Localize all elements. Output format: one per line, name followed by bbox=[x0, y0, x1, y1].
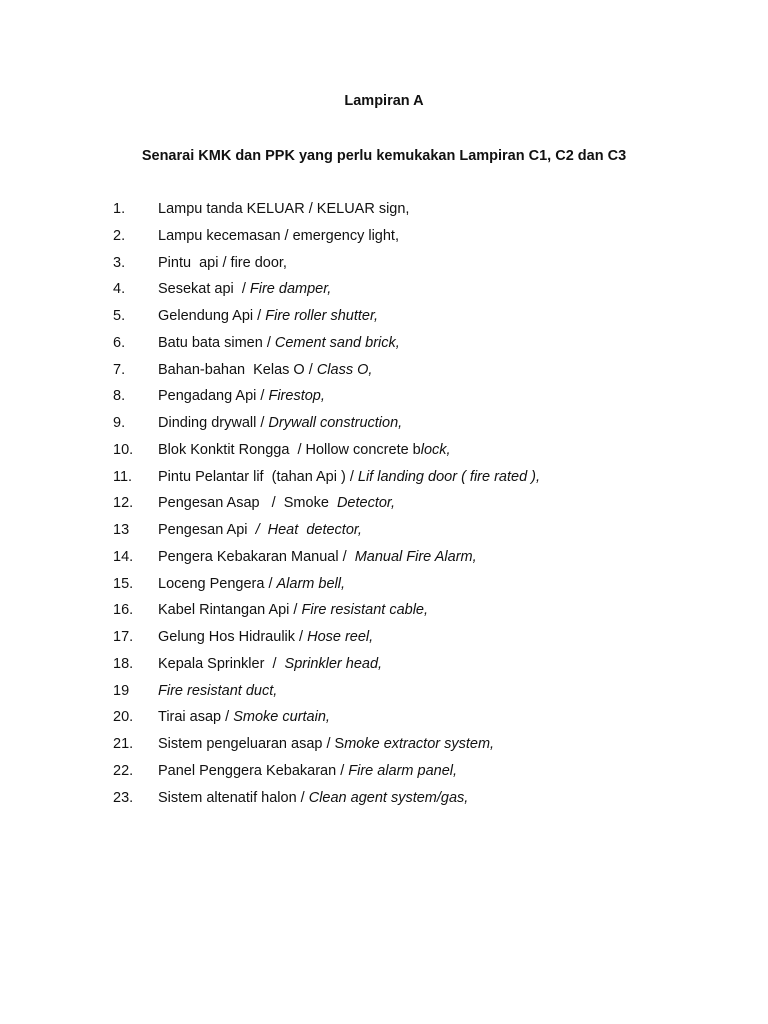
list-item-text bbox=[158, 437, 451, 464]
list-item-text bbox=[158, 597, 428, 624]
list-item bbox=[0, 704, 768, 731]
list-item-number: 14. bbox=[113, 548, 134, 565]
list-item-malay-text: Panel Penggera Kebakaran / bbox=[158, 762, 349, 779]
list-item-malay-text: Sesekat api / bbox=[158, 281, 250, 298]
list-item-text bbox=[158, 357, 372, 384]
list-item-number: 2. bbox=[113, 227, 126, 244]
list-item-malay-text: Batu bata simen / bbox=[158, 334, 275, 351]
list-item bbox=[0, 571, 768, 598]
list-item-text bbox=[158, 490, 395, 517]
list-item-text bbox=[158, 758, 457, 785]
list-item-english-text: moke extractor system, bbox=[344, 736, 495, 752]
list-item-english-text: / Heat detector, bbox=[255, 522, 362, 538]
list-item-english-text: Firestop, bbox=[268, 388, 325, 405]
list-item bbox=[0, 410, 768, 437]
list-item-number: 9. bbox=[113, 415, 126, 431]
list-item-number: 15. bbox=[113, 575, 134, 592]
list-item-malay-text: Loceng Pengera / bbox=[158, 575, 277, 592]
list-item-text bbox=[158, 544, 477, 571]
list-item-text bbox=[158, 410, 402, 437]
list-item-text bbox=[158, 383, 325, 410]
list-item-malay-text: Pengesan Asap / Smoke bbox=[158, 495, 337, 512]
list-item-number: 3. bbox=[113, 254, 126, 271]
list-item-text bbox=[158, 651, 382, 678]
list-item bbox=[0, 731, 768, 758]
list-item-malay-text: Pengadang Api / bbox=[158, 388, 269, 405]
list-item-number: 13 bbox=[113, 522, 130, 538]
list-item bbox=[0, 490, 768, 517]
list-item bbox=[0, 624, 768, 651]
page-subtitle: Senarai KMK dan PPK yang perlu kemukakan Lampiran C1, C2 dan C3 bbox=[141, 148, 627, 164]
list-item bbox=[0, 357, 768, 384]
list-item bbox=[0, 678, 768, 705]
list-item-malay-text: Pintu Pelantar lif (tahan Api ) / bbox=[158, 468, 358, 485]
list-item bbox=[0, 303, 768, 330]
list-item-number: 16. bbox=[113, 602, 134, 619]
list-item-english-text: Fire resistant duct, bbox=[158, 682, 278, 699]
list-item-malay-text: Gelendung Api / bbox=[158, 308, 266, 324]
list-item-number: 10. bbox=[113, 441, 134, 458]
list-item-malay-text: Kabel Rintangan Api / bbox=[158, 602, 302, 619]
list-item-malay-text: Dinding drywall / bbox=[158, 415, 269, 431]
list-item-malay-text: Kepala Sprinkler / bbox=[158, 655, 285, 672]
list-item-english-text: Fire damper, bbox=[249, 281, 332, 298]
list-item-text bbox=[158, 464, 540, 491]
list-item bbox=[0, 276, 768, 303]
list-item-malay-text: Pengesan Api bbox=[158, 522, 256, 538]
list-item-number: 7. bbox=[113, 361, 126, 378]
list-item-number: 6. bbox=[113, 334, 126, 351]
list-item-english-text: Smoke curtain, bbox=[233, 709, 330, 726]
list-item bbox=[0, 464, 768, 491]
list-item-english-text: Detector, bbox=[336, 495, 395, 512]
list-item bbox=[0, 785, 768, 812]
list-item-english-text: Class O, bbox=[316, 361, 373, 378]
list-item-text bbox=[158, 303, 378, 330]
list-item-number: 17. bbox=[113, 629, 134, 645]
list-item-malay-text: Sistem pengeluaran asap / S bbox=[158, 736, 345, 752]
list-item-malay-text: Pintu api / fire door, bbox=[158, 254, 287, 271]
list-item-malay-text: Gelung Hos Hidraulik / bbox=[158, 629, 308, 645]
list-item-english-text: Fire alarm panel, bbox=[348, 762, 458, 779]
list-item-number: 21. bbox=[113, 736, 134, 752]
list-item-english-text: Fire roller shutter, bbox=[265, 308, 379, 324]
list-item-malay-text: Blok Konktit Rongga / Hollow concrete b bbox=[158, 441, 421, 458]
list-item-number: 12. bbox=[113, 495, 134, 512]
list-item-english-text: Cement sand brick, bbox=[274, 334, 400, 351]
list-item bbox=[0, 383, 768, 410]
list-item-text bbox=[158, 517, 362, 544]
list-item-malay-text: Bahan-bahan Kelas O / bbox=[158, 361, 317, 378]
list-item-number: 11. bbox=[113, 468, 133, 485]
list-item-number: 8. bbox=[113, 388, 126, 405]
list-item-text bbox=[158, 330, 400, 357]
list-item-malay-text: Pengera Kebakaran Manual / bbox=[158, 548, 355, 565]
list-item bbox=[0, 517, 768, 544]
list-item-english-text: Clean agent system/gas, bbox=[308, 789, 469, 806]
list-item-number: 22. bbox=[113, 762, 134, 779]
list-item bbox=[0, 437, 768, 464]
list-item-malay-text: Lampu tanda KELUAR / KELUAR sign, bbox=[158, 201, 410, 217]
list-item-english-text: Hose reel, bbox=[307, 629, 374, 645]
list-item-text bbox=[158, 678, 277, 705]
list-item-text bbox=[158, 250, 287, 277]
list-item-malay-text: Sistem altenatif halon / bbox=[158, 789, 309, 806]
list-item-english-text: Lif landing door ( fire rated ), bbox=[357, 468, 541, 485]
list-item bbox=[0, 196, 768, 223]
list-item-english-text: Sprinkler head, bbox=[284, 655, 383, 672]
list-item-malay-text: Tirai asap / bbox=[158, 709, 234, 726]
list-item-text bbox=[158, 624, 373, 651]
list-item-text bbox=[158, 196, 409, 223]
list-item bbox=[0, 330, 768, 357]
list-item-text bbox=[158, 731, 494, 758]
list-item-english-text: Drywall construction, bbox=[268, 415, 403, 431]
list-item bbox=[0, 651, 768, 678]
list-item bbox=[0, 223, 768, 250]
list-item bbox=[0, 250, 768, 277]
list-item-malay-text: Lampu kecemasan / emergency light, bbox=[158, 227, 399, 244]
list-item-text bbox=[158, 276, 331, 303]
list-item-text bbox=[158, 571, 345, 598]
list-item-english-text: Manual Fire Alarm, bbox=[354, 548, 477, 565]
list-item-number: 19 bbox=[113, 682, 130, 699]
list-item-english-text: lock, bbox=[420, 441, 451, 458]
list-item-text bbox=[158, 223, 399, 250]
list-item bbox=[0, 544, 768, 571]
list-item-number: 5. bbox=[113, 308, 126, 324]
list-item bbox=[0, 597, 768, 624]
page-title: Lampiran A bbox=[344, 93, 424, 109]
list-item-number: 4. bbox=[113, 281, 126, 298]
list-item-text bbox=[158, 785, 468, 812]
list-item-english-text: Alarm bell, bbox=[276, 575, 346, 592]
list-item-english-text: Fire resistant cable, bbox=[301, 602, 429, 619]
list-item bbox=[0, 758, 768, 785]
list-item-number: 20. bbox=[113, 709, 134, 726]
list-item-number: 18. bbox=[113, 655, 134, 672]
list-item-number: 1. bbox=[113, 201, 126, 217]
item-list bbox=[0, 196, 768, 811]
list-item-number: 23. bbox=[113, 789, 134, 806]
list-item-text bbox=[158, 704, 330, 731]
